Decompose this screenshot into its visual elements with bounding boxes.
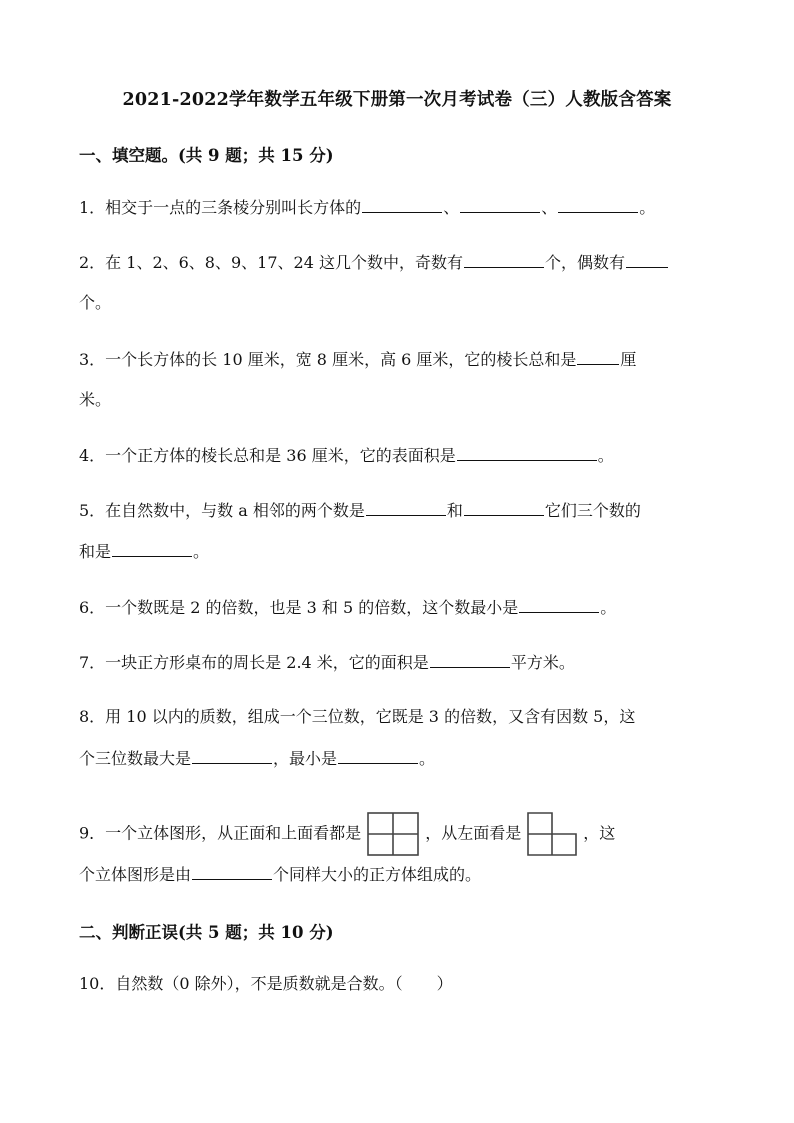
separator: 、 [541, 198, 558, 217]
question-7-text: 7．一块正方形桌布的周长是 2.4 米，它的面积是 [79, 653, 429, 672]
punctuation: 。 [419, 749, 436, 768]
question-3-text: 3．一个长方体的长 10 厘米，宽 8 厘米，高 6 厘米，它的棱长总和是 [79, 350, 577, 369]
section-heading-true-false: 二、判断正误(共 5 题；共 10 分) [79, 923, 334, 942]
answer-blank[interactable] [464, 251, 544, 268]
question-5-text: 5．在自然数中，与数 a 相邻的两个数是 [79, 501, 365, 520]
question-2 [79, 251, 669, 274]
question-3 [79, 348, 636, 371]
answer-blank[interactable] [362, 196, 442, 213]
question-1 [79, 196, 655, 219]
question-8-text-line2: 个三位数最大是 [79, 749, 192, 768]
question-2-text: 2．在 1、2、6、8、9、17、24 这几个数中，奇数有 [79, 253, 463, 272]
question-6 [79, 596, 616, 619]
question-5-text-mid: 和 [446, 501, 463, 520]
question-3-continued: 米。 [79, 390, 112, 409]
question-1-text: 1．相交于一点的三条棱分别叫长方体的 [79, 198, 362, 217]
question-2-text-mid: 个，偶数有 [544, 253, 625, 272]
answer-blank[interactable] [457, 444, 597, 461]
l-shape-diagram [527, 812, 577, 856]
answer-blank[interactable] [626, 251, 668, 268]
question-9 [79, 812, 615, 856]
question-4 [79, 444, 614, 467]
answer-blank[interactable] [519, 596, 599, 613]
unit-text: 厘 [620, 350, 637, 369]
punctuation: ） [436, 974, 453, 993]
punctuation: 。 [639, 198, 656, 217]
answer-blank[interactable] [558, 196, 638, 213]
question-5-text-end: 它们三个数的 [544, 501, 641, 520]
question-9-text-line2: 个立体图形是由 [79, 865, 192, 884]
answer-blank[interactable] [577, 348, 619, 365]
unit-text: 平方米。 [510, 653, 575, 672]
question-8: 8．用 10 以内的质数，组成一个三位数，它既是 3 的倍数，又含有因数 5，这 [79, 707, 636, 726]
punctuation: 。 [193, 542, 210, 561]
question-8-text-mid: ，最小是 [273, 749, 338, 768]
question-7 [79, 651, 575, 674]
front-top-view-figure [367, 812, 419, 856]
question-5-text-line2: 和是 [79, 542, 112, 561]
section-heading-fill-blank: 一、填空题。(共 9 题；共 15 分) [79, 146, 334, 165]
question-9-text: 9．一个立体图形，从正面和上面看都是 [79, 823, 362, 843]
punctuation: 。 [600, 598, 617, 617]
question-5 [79, 499, 641, 522]
question-5-continued [79, 540, 209, 563]
exam-title: 2021-2022学年数学五年级下册第一次月考试卷（三）人教版含答案 [122, 90, 672, 110]
punctuation: 。 [597, 446, 614, 465]
answer-blank[interactable] [460, 196, 540, 213]
left-view-figure [527, 812, 577, 856]
answer-blank[interactable] [430, 651, 510, 668]
answer-blank[interactable] [192, 863, 272, 880]
question-8-continued [79, 747, 435, 770]
two-by-two-grid-diagram [367, 812, 419, 856]
question-4-text: 4．一个正方体的棱长总和是 36 厘米，它的表面积是 [79, 446, 456, 465]
question-9-text-mid: ，从左面看是 [425, 823, 522, 843]
answer-blank[interactable] [112, 540, 192, 557]
question-9-text-end: ，这 [583, 823, 616, 843]
question-9-continued [79, 863, 481, 886]
separator: 、 [443, 198, 460, 217]
question-2-continued: 个。 [79, 293, 112, 312]
question-10-text: 10．自然数（0 除外），不是质数就是合数。（ [79, 974, 403, 993]
answer-blank[interactable] [464, 499, 544, 516]
question-9-text-line2-end: 个同样大小的正方体组成的。 [273, 865, 482, 884]
answer-blank[interactable] [366, 499, 446, 516]
question-10 [79, 973, 453, 995]
answer-blank[interactable] [192, 747, 272, 764]
question-6-text: 6．一个数既是 2 的倍数，也是 3 和 5 的倍数，这个数最小是 [79, 598, 519, 617]
answer-blank[interactable] [338, 747, 418, 764]
